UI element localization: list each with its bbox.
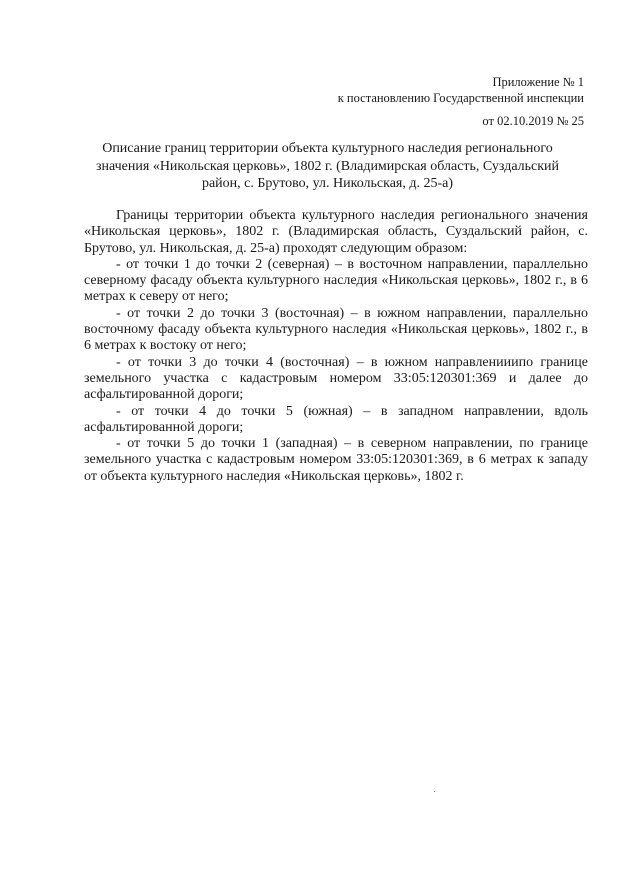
document-title: Описание границ территории объекта культурного наследия регионального значения «Никольская церковь», 1802 г. (Владимирская область, Суздальский район, с. Брутово, ул. Никольская, д. 25-а) xyxy=(95,141,560,191)
body-paragraph-segment-5-1: - от точки 5 до точки 1 (западная) – в северном направлении, по границе земельного участка с кадастровым номером 33:05:120301:369, в 6 метрах к западу от объекта культурного наследия «Никольская церковь», 1802 г. xyxy=(84,436,588,484)
order-date-number: от 02.10.2019 № 25 xyxy=(482,114,584,128)
body-paragraph-segment-1-2: - от точки 1 до точки 2 (северная) – в восточном направлении, параллельно северному фасаду объекта культурного наследия «Никольская церковь», 1802 г., в 6 метрах к северу от него; xyxy=(84,256,588,305)
document-body xyxy=(84,208,588,485)
scan-speck xyxy=(434,791,435,792)
body-paragraph-segment-2-3: - от точки 2 до точки 3 (восточная) – в южном направлении, параллельно восточному фасаду объекта культурного наследия «Никольская церковь», 1802 г., в 6 метрах к востоку от него; xyxy=(84,305,588,354)
appendix-reference: к постановлению Государственной инспекции xyxy=(337,91,584,105)
appendix-header xyxy=(338,74,584,106)
body-paragraph-segment-3-4: - от точки 3 до точки 4 (восточная) – в южном направленииипо границе земельного участка с кадастровым номером 33:05:120301:369 и далее до асфальтированной дороги; xyxy=(84,354,588,403)
body-paragraph-intro: Границы территории объекта культурного наследия регионального значения «Никольская церковь», 1802 г. (Владимирская область, Суздальский район, с. Брутово, ул. Никольская, д. 25-а) проходят следующим образом: xyxy=(84,208,588,256)
body-paragraph-segment-4-5: - от точки 4 до точки 5 (южная) – в западном направлении, вдоль асфальтированной дороги; xyxy=(84,403,588,435)
appendix-number: Приложение № 1 xyxy=(492,75,584,89)
